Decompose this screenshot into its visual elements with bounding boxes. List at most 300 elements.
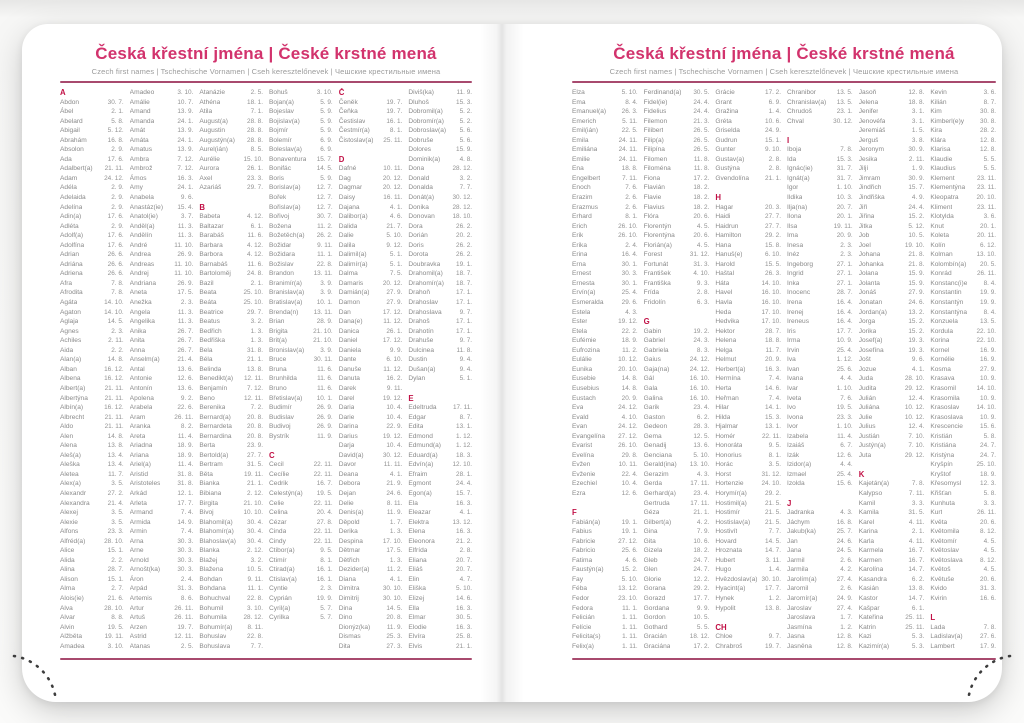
- name-entry: [572, 537, 638, 547]
- name-entry: [930, 308, 996, 318]
- name-day-date: 31. 8.: [247, 346, 264, 354]
- name-entry: [787, 623, 853, 633]
- name-entry: [715, 222, 781, 232]
- name-text: Gorazd: [643, 594, 666, 602]
- name-day-date: 26. 1.: [386, 327, 403, 335]
- name-entry: [269, 584, 333, 594]
- name-entry: [787, 88, 853, 98]
- name-text: Irma: [787, 337, 801, 345]
- name-day-date: 22. 11.: [313, 528, 333, 536]
- name-day-date: 13. 8.: [908, 585, 925, 593]
- name-text: Juda: [858, 375, 873, 383]
- name-day-date: 6. 9.: [320, 136, 333, 144]
- name-entry: [930, 117, 996, 127]
- name-text: Alexandr: [60, 489, 87, 497]
- name-day-date: 28. 12.: [452, 203, 473, 211]
- name-entry: [644, 460, 710, 470]
- name-entry: [199, 164, 263, 174]
- name-text: Kamil: [858, 499, 876, 507]
- name-text: Bertram: [199, 461, 223, 469]
- name-day-date: 22. 8.: [247, 594, 264, 602]
- name-day-date: 12. 8.: [908, 89, 925, 96]
- name-text: Běta: [199, 470, 213, 478]
- name-entry: [859, 441, 925, 451]
- name-text: Dejan: [338, 489, 356, 497]
- name-text: Bohdan: [199, 575, 223, 583]
- name-entry: [787, 327, 853, 337]
- name-text: Jenifer: [858, 108, 879, 116]
- name-entry: [715, 212, 781, 222]
- name-text: Fabius: [572, 528, 592, 536]
- name-entry: [60, 126, 124, 136]
- name-entry: [572, 527, 638, 537]
- name-entry: [339, 441, 403, 451]
- name-day-date: 2. 2.: [111, 556, 124, 564]
- name-text: Ernesta: [572, 279, 595, 287]
- name-day-date: 22. 11.: [313, 470, 333, 478]
- name-day-date: 7. 4.: [768, 375, 782, 383]
- name-text: Karmen: [858, 556, 882, 564]
- name-day-date: 28. 10.: [104, 537, 124, 545]
- name-text: Achiles: [60, 337, 82, 345]
- name-day-date: 13. 12.: [452, 518, 473, 526]
- name-day-date: 1. 12.: [836, 356, 853, 364]
- name-entry: [130, 403, 194, 413]
- name-text: Derika: [338, 528, 358, 536]
- name-entry: [859, 565, 925, 575]
- name-day-date: 5. 9.: [320, 117, 333, 125]
- name-entry: [930, 269, 996, 279]
- name-text: Ella: [408, 604, 420, 612]
- name-text: Ireneus: [787, 318, 810, 326]
- name-day-date: 14. 8.: [621, 375, 638, 383]
- name-entry: [787, 432, 853, 442]
- name-entry: [408, 632, 472, 642]
- name-day-date: 27. 9.: [908, 289, 925, 297]
- name-entry: [572, 556, 638, 566]
- name-entry: [60, 174, 124, 184]
- name-entry: [787, 394, 853, 404]
- name-text: Béla: [199, 356, 213, 364]
- name-text: Antal: [129, 365, 145, 373]
- name-day-date: 17. 5.: [386, 547, 403, 555]
- section-letter: F: [572, 508, 577, 518]
- name-day-date: 30. 8.: [980, 108, 997, 116]
- name-entry: [408, 508, 472, 518]
- name-entry: [199, 174, 263, 184]
- name-day-date: 5. 5.: [696, 623, 710, 631]
- name-text: Edeltruda: [408, 404, 437, 412]
- name-entry: [130, 518, 194, 528]
- name-text: Galina: [643, 394, 663, 402]
- name-entry: [715, 575, 781, 585]
- name-day-date: 10. 10.: [243, 509, 264, 517]
- name-text: Elin: [408, 575, 420, 583]
- name-text: Aglaja: [60, 318, 79, 326]
- name-text: Jeronym: [858, 146, 884, 154]
- name-entry: [130, 499, 194, 509]
- name-day-date: 14. 9.: [177, 518, 194, 526]
- name-text: Elfrída: [408, 547, 428, 555]
- name-day-date: 14. 5.: [386, 604, 403, 612]
- name-day-date: 5. 10.: [386, 232, 403, 240]
- name-text: Ezechiel: [572, 480, 597, 488]
- name-entry: [930, 594, 996, 604]
- name-entry: [408, 212, 472, 222]
- name-day-date: 4. 11.: [908, 537, 925, 545]
- section-letter: A: [60, 88, 66, 97]
- spacer-row: [715, 183, 781, 193]
- name-entry: [408, 174, 472, 184]
- name-text: Birgita: [199, 499, 219, 507]
- name-day-date: 7. 5.: [389, 270, 403, 278]
- name-text: Inesa: [787, 241, 804, 249]
- name-text: Agnes: [60, 327, 79, 335]
- corner-perforation-arc: [10, 642, 74, 706]
- name-day-date: 18. 10.: [452, 213, 473, 221]
- name-day-date: 19. 11.: [833, 222, 853, 230]
- header-rule: [572, 81, 996, 83]
- name-day-date: 9. 12.: [386, 241, 403, 249]
- name-entry: [408, 203, 472, 213]
- name-text: Horymír(a): [715, 489, 747, 497]
- name-day-date: 5. 6.: [459, 127, 473, 135]
- name-text: Gustav(a): [715, 155, 745, 163]
- name-text: Ida: [787, 155, 797, 163]
- name-entry: [199, 98, 263, 108]
- name-day-date: 17. 2.: [765, 89, 782, 96]
- name-day-date: 16. 1.: [316, 575, 333, 583]
- name-entry: [60, 384, 124, 394]
- name-day-date: 1. 3.: [250, 337, 264, 345]
- name-text: Egon(a): [408, 489, 432, 497]
- name-entry: [199, 183, 263, 193]
- name-entry: [130, 346, 194, 356]
- name-text: Dalida: [338, 222, 358, 230]
- name-entry: [130, 126, 194, 136]
- name-day-date: 29. 7.: [247, 184, 264, 192]
- spacer-row: [339, 145, 403, 155]
- name-entry: [715, 327, 781, 337]
- name-entry: [572, 384, 638, 394]
- name-entry: [787, 403, 853, 413]
- name-day-date: 14. 10.: [976, 384, 997, 392]
- name-text: Irena: [787, 299, 803, 307]
- name-text: Gunter: [715, 146, 736, 154]
- name-entry: [644, 451, 710, 461]
- name-day-date: 1. 7.: [389, 518, 403, 526]
- name-day-date: 18. 3.: [456, 451, 473, 459]
- name-entry: [408, 565, 472, 575]
- name-entry: [60, 632, 124, 642]
- name-entry: [930, 403, 996, 413]
- name-entry: [269, 537, 333, 547]
- name-entry: [644, 499, 710, 509]
- name-day-date: 4. 10.: [621, 413, 638, 421]
- name-text: Bohuslav: [199, 633, 227, 641]
- name-day-date: 27. 7.: [765, 213, 782, 221]
- name-entry: [787, 604, 853, 614]
- name-entry: [130, 107, 194, 117]
- name-entry: [339, 575, 403, 585]
- name-day-date: 8. 8.: [111, 614, 124, 622]
- name-entry: [269, 222, 333, 232]
- name-entry: [644, 145, 710, 155]
- name-entry: [644, 155, 710, 165]
- name-text: Drahoslav: [408, 299, 439, 307]
- name-day-date: 1. 7.: [840, 614, 853, 622]
- name-entry: [715, 460, 781, 470]
- name-day-date: 2. 6.: [625, 194, 638, 202]
- name-entry: [644, 527, 710, 537]
- name-day-date: 28. 8.: [247, 136, 264, 144]
- name-text: Dustin: [408, 356, 428, 364]
- name-entry: [715, 584, 781, 594]
- name-entry: [199, 222, 263, 232]
- name-entry: [859, 394, 925, 404]
- name-entry: [859, 355, 925, 365]
- name-text: Jáchym: [787, 518, 810, 526]
- name-text: Eustach: [572, 394, 596, 402]
- name-entry: [930, 489, 996, 499]
- name-day-date: 7. 8.: [840, 146, 853, 154]
- name-entry: [859, 508, 925, 518]
- name-day-date: 3. 10.: [247, 604, 264, 612]
- name-text: Hroznata: [715, 547, 743, 555]
- name-text: Drahoslava: [408, 308, 442, 316]
- name-entry: [644, 479, 710, 489]
- name-entry: [339, 269, 403, 279]
- name-text: Cézar: [269, 518, 287, 526]
- name-day-date: 5. 9.: [320, 98, 333, 106]
- name-text: Drahoš: [408, 318, 430, 326]
- name-day-date: 21. 10.: [313, 327, 333, 335]
- name-entry: [644, 537, 710, 547]
- name-text: Bartoloměj: [199, 270, 231, 278]
- name-entry: [787, 107, 853, 117]
- name-entry: [644, 288, 710, 298]
- name-day-date: 26. 11.: [976, 509, 997, 517]
- name-day-date: 19. 12.: [618, 318, 638, 326]
- name-entry: [199, 317, 263, 327]
- name-entry: [339, 432, 403, 442]
- name-day-date: 11. 12.: [383, 318, 403, 326]
- name-entry: [787, 145, 853, 155]
- name-text: Dětřich: [338, 556, 360, 564]
- name-day-date: 8. 12.: [980, 528, 997, 536]
- name-text: Amadeo: [129, 89, 155, 96]
- name-day-date: 21. 6.: [107, 594, 124, 602]
- right-page: [502, 24, 1002, 702]
- name-text: Břetislav(a): [269, 394, 303, 402]
- name-text: Artemis: [129, 594, 153, 602]
- name-entry: [269, 355, 333, 365]
- name-entry: [60, 98, 124, 108]
- name-entry: [859, 623, 925, 633]
- name-entry: [130, 460, 194, 470]
- name-day-date: 21. 10.: [243, 499, 264, 507]
- name-day-date: 20. 8.: [247, 432, 264, 440]
- name-entry: [408, 489, 472, 499]
- name-text: Helmut: [715, 356, 737, 364]
- name-text: Kateřina: [858, 614, 884, 622]
- name-text: Edmund(a): [408, 442, 441, 450]
- name-day-date: 11. 9.: [386, 623, 403, 631]
- name-entry: [572, 241, 638, 251]
- name-day-date: 20. 8.: [247, 423, 264, 431]
- name-text: Gudrun: [715, 136, 738, 144]
- name-text: Erazim: [572, 194, 593, 202]
- name-day-date: 31. 12.: [761, 470, 782, 478]
- name-day-date: 3. 10.: [177, 89, 194, 96]
- name-day-date: 21. 11.: [104, 165, 124, 173]
- name-entry: [130, 575, 194, 585]
- name-day-date: 21. 8.: [908, 260, 925, 268]
- name-day-date: 7. 7.: [768, 528, 782, 536]
- name-day-date: 2. 6.: [840, 585, 853, 593]
- name-day-date: 7. 8.: [111, 279, 124, 287]
- name-day-date: 11. 12.: [383, 365, 403, 373]
- name-day-date: 14. 10.: [104, 308, 124, 316]
- name-day-date: 19. 11.: [104, 633, 124, 641]
- name-entry: [408, 269, 472, 279]
- name-day-date: 30. 12.: [382, 451, 403, 459]
- name-text: Dorota: [408, 251, 429, 259]
- name-entry: [60, 107, 124, 117]
- name-text: Albrecht: [60, 413, 85, 421]
- name-entry: [715, 241, 781, 251]
- name-entry: [859, 479, 925, 489]
- name-entry: [572, 203, 638, 213]
- name-day-date: 16. 9.: [980, 346, 997, 354]
- name-day-date: 2. 2.: [111, 346, 124, 354]
- name-entry: [715, 317, 781, 327]
- name-day-date: 5. 1.: [459, 375, 473, 383]
- name-text: Edita: [408, 423, 424, 431]
- name-text: Filemon: [643, 117, 668, 125]
- name-text: Borislav(a): [269, 184, 301, 192]
- name-entry: [930, 527, 996, 537]
- name-day-date: 10. 5.: [693, 614, 710, 622]
- name-entry: [787, 193, 853, 203]
- name-entry: [269, 317, 333, 327]
- name-text: Emanuel(a): [572, 108, 607, 116]
- name-text: Kolín: [930, 241, 946, 249]
- name-text: Adriena: [60, 270, 83, 278]
- name-entry: [715, 537, 781, 547]
- name-entry: [269, 604, 333, 614]
- name-text: Bernardeta: [199, 423, 232, 431]
- name-text: Dionýz(ka): [338, 623, 371, 631]
- name-entry: [269, 164, 333, 174]
- name-text: Fridolín: [643, 299, 666, 307]
- name-day-date: 18. 7.: [456, 270, 473, 278]
- name-text: Irenej: [787, 308, 804, 316]
- name-day-date: 4. 2.: [696, 518, 710, 526]
- name-text: Felície: [572, 623, 592, 631]
- name-day-date: 7. 6.: [625, 184, 638, 192]
- name-entry: [572, 155, 638, 165]
- name-day-date: 14. 10.: [104, 299, 124, 307]
- spacer-row: [859, 460, 925, 470]
- name-entry: [715, 413, 781, 423]
- name-day-date: 24. 1.: [177, 136, 194, 144]
- name-entry: [408, 183, 472, 193]
- name-day-date: 20. 7.: [836, 203, 853, 211]
- name-day-date: 5. 3.: [911, 633, 925, 641]
- name-entry: [269, 527, 333, 537]
- spacer-row: [572, 499, 638, 509]
- name-text: Inka: [787, 279, 800, 287]
- name-entry: [199, 623, 263, 633]
- name-day-date: 2. 9.: [111, 184, 124, 192]
- name-entry: [644, 489, 710, 499]
- name-text: Jindřich: [858, 184, 882, 192]
- name-entry: [787, 384, 853, 394]
- name-day-date: 11. 6.: [247, 260, 264, 268]
- name-text: Johanka: [858, 260, 884, 268]
- name-entry: [199, 212, 263, 222]
- name-entry: [930, 422, 996, 432]
- name-text: Agáta: [60, 299, 78, 307]
- name-text: Doris: [408, 241, 424, 249]
- name-entry: [60, 413, 124, 423]
- name-entry: [715, 117, 781, 127]
- name-entry: [339, 355, 403, 365]
- name-day-date: 13. 5.: [980, 318, 997, 326]
- name-entry: [339, 460, 403, 470]
- name-day-date: 7. 10.: [908, 432, 925, 440]
- name-day-date: 28. 12.: [452, 165, 473, 173]
- name-entry: [715, 155, 781, 165]
- name-entry: [859, 145, 925, 155]
- name-text: André: [129, 241, 148, 249]
- name-day-date: 2. 9.: [111, 203, 124, 211]
- name-text: Hjalmar: [715, 423, 739, 431]
- name-day-date: 25. 4.: [836, 470, 853, 478]
- name-day-date: 6. 1.: [911, 604, 925, 612]
- name-day-date: 16. 4.: [836, 308, 853, 316]
- name-day-date: 28. 9.: [316, 318, 333, 326]
- name-text: Knut: [930, 222, 944, 230]
- name-text: Despina: [338, 537, 363, 545]
- name-day-date: 6. 9.: [320, 146, 333, 154]
- name-day-date: 19. 1.: [621, 528, 638, 536]
- name-day-date: 17. 2.: [693, 642, 710, 650]
- name-day-date: 17. 1.: [456, 289, 473, 297]
- name-day-date: 3. 5.: [111, 518, 124, 526]
- name-day-date: 2. 3.: [840, 241, 853, 249]
- name-text: Alice: [60, 547, 75, 555]
- name-entry: [787, 203, 853, 213]
- name-text: Kleopatra: [930, 194, 959, 202]
- name-entry: [930, 327, 996, 337]
- name-entry: [930, 212, 996, 222]
- name-day-date: 31. 8.: [177, 480, 194, 488]
- name-text: Alexie: [60, 518, 78, 526]
- name-day-date: 20. 6.: [693, 232, 710, 240]
- name-text: Gema: [643, 432, 662, 440]
- name-entry: [715, 546, 781, 556]
- name-text: Darek: [338, 384, 357, 392]
- name-text: Areta: [129, 432, 146, 440]
- name-text: Barbara: [199, 241, 223, 249]
- name-day-date: 12. 4.: [908, 423, 925, 431]
- name-text: Dobruše: [408, 136, 434, 144]
- name-day-date: 11. 4.: [177, 461, 194, 469]
- name-text: Afra: [60, 279, 73, 287]
- name-entry: [269, 136, 333, 146]
